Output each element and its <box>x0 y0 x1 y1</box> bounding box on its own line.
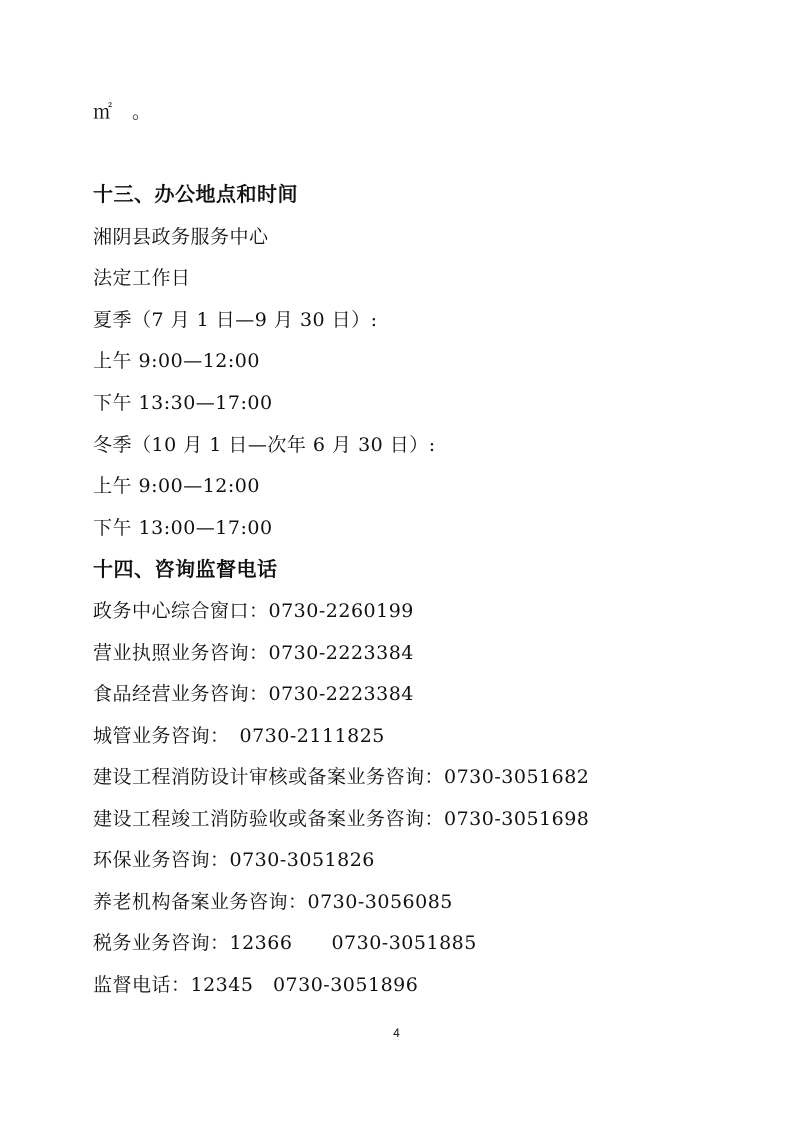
office-location: 湘阴县政务服务中心 <box>93 226 269 248</box>
summer-afternoon-hours: 下午 13:30—17:00 <box>93 392 273 414</box>
contact-line: 税务业务咨询：12366 0730-3051885 <box>93 932 477 954</box>
contact-line: 城管业务咨询： 0730-2111825 <box>93 725 385 747</box>
contact-line: 营业执照业务咨询：0730-2223384 <box>93 642 414 664</box>
contact-line: 养老机构备案业务咨询：0730-3056085 <box>93 891 453 913</box>
supervision-phone: 监督电话：12345 0730-3051896 <box>93 974 419 996</box>
contact-line: 环保业务咨询：0730-3051826 <box>93 849 375 871</box>
workday-text: 法定工作日 <box>93 267 191 289</box>
contact-line: 食品经营业务咨询：0730-2223384 <box>93 683 414 705</box>
winter-period: 冬季（10 月 1 日—次年 6 月 30 日）: <box>93 434 436 456</box>
contact-line: 政务中心综合窗口：0730-2260199 <box>93 600 414 622</box>
contact-line: 建设工程竣工消防验收或备案业务咨询：0730-3051698 <box>93 808 590 830</box>
winter-morning-hours: 上午 9:00—12:00 <box>93 475 260 497</box>
summer-period: 夏季（7 月 1 日—9 月 30 日）: <box>93 309 378 331</box>
summer-morning-hours: 上午 9:00—12:00 <box>93 350 260 372</box>
section-14-heading: 十四、咨询监督电话 <box>93 557 278 581</box>
section-13-heading: 十三、办公地点和时间 <box>93 182 298 206</box>
winter-afternoon-hours: 下午 13:00—17:00 <box>93 517 273 539</box>
page-number: 4 <box>393 1026 400 1040</box>
continuation-text: ㎡ 。 <box>93 101 152 123</box>
contact-line: 建设工程消防设计审核或备案业务咨询：0730-3051682 <box>93 766 590 788</box>
